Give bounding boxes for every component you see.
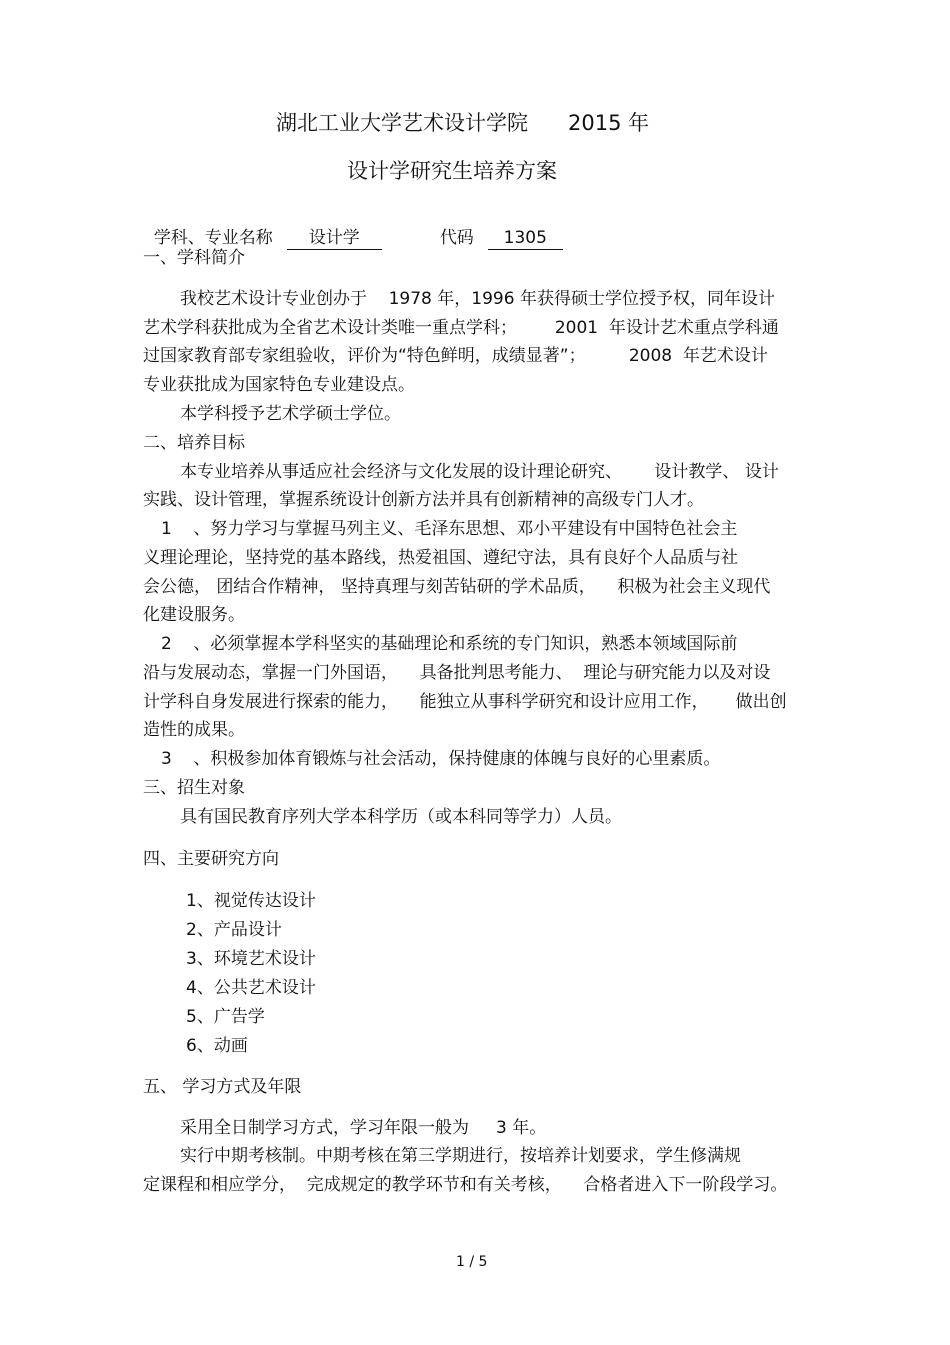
code-value: 1305 — [488, 227, 563, 250]
list-item: 5、广告学 — [186, 1007, 265, 1027]
paragraph-line: 会公德， 团结合作精神， 坚持真理与刻苦钻研的学术品质， 积极为社会主义现代 — [143, 577, 771, 597]
doc-subtitle: 设计学研究生培养方案 — [347, 159, 557, 183]
paragraph-line: 本学科授予艺术学硕士学位。 — [180, 404, 401, 424]
section-heading: 四、主要研究方向 — [143, 849, 279, 869]
name-label: 学科、专业名称 — [153, 228, 273, 248]
section-heading: 二、培养目标 — [143, 433, 245, 453]
section-heading: 五、 学习方式及年限 — [143, 1077, 302, 1097]
list-item: 3、环境艺术设计 — [186, 949, 316, 969]
paragraph-line: 我校艺术设计专业创办于 1978 年，1996 年获得硕士学位授予权，同年设计 — [180, 289, 775, 309]
section-heading: 三、招生对象 — [143, 778, 245, 798]
name-value: 设计学 — [287, 227, 382, 250]
paragraph-line: 化建设服务。 — [143, 605, 245, 625]
list-item: 4、公共艺术设计 — [186, 978, 316, 998]
paragraph-line: 专业获批成为国家特色专业建设点。 — [143, 375, 415, 395]
page-number: 1 / 5 — [456, 1254, 488, 1270]
paragraph-line: 本专业培养从事适应社会经济与文化发展的设计理论研究、 设计教学、 设计 — [180, 462, 779, 482]
paragraph-line: 过国家教育部专家组验收，评价为“特色鲜明，成绩显著”； 2008 年艺术设计 — [143, 346, 768, 366]
paragraph-line: 实践、设计管理，掌握系统设计创新方法并具有创新精神的高级专门人才。 — [143, 490, 704, 510]
list-item: 6、动画 — [186, 1036, 248, 1056]
list-item: 2、产品设计 — [186, 920, 282, 940]
section-heading: 一、学科简介 — [143, 248, 245, 268]
meta-line — [143, 202, 563, 250]
paragraph-line: 采用全日制学习方式，学习年限一般为 3 年。 — [180, 1118, 547, 1138]
list-item: 1 、努力学习与掌握马列主义、毛泽东思想、邓小平建设有中国特色社会主 — [161, 519, 738, 539]
list-item: 3 、积极参加体育锻炼与社会活动，保持健康的体魄与良好的心里素质。 — [161, 749, 721, 769]
paragraph-line: 造性的成果。 — [143, 720, 245, 740]
paragraph-line: 沿与发展动态，掌握一门外国语， 具备批判思考能力、 理论与研究能力以及对设 — [143, 663, 771, 683]
doc-title: 湖北工业大学艺术设计学院 2015 年 — [276, 111, 650, 135]
paragraph-line: 艺术学科获批成为全省艺术设计类唯一重点学科； 2001 年设计艺术重点学科通 — [143, 318, 779, 338]
list-item: 1、视觉传达设计 — [186, 891, 316, 911]
paragraph-line: 义理论理论，坚持党的基本路线，热爱祖国、遵纪守法，具有良好个人品质与社 — [143, 548, 738, 568]
paragraph-line: 计学科自身发展进行探索的能力， 能独立从事科学研究和设计应用工作， 做出创 — [143, 692, 787, 712]
paragraph-line: 实行中期考核制。中期考核在第三学期进行，按培养计划要求，学生修满规 — [180, 1146, 741, 1166]
list-item: 2 、必须掌握本学科坚实的基础理论和系统的专门知识，熟悉本领域国际前 — [161, 634, 738, 654]
code-label: 代码 — [439, 228, 474, 248]
paragraph-line: 定课程和相应学分， 完成规定的教学环节和有关考核， 合格者进入下一阶段学习。 — [143, 1175, 788, 1195]
paragraph-line: 具有国民教育序列大学本科学历（或本科同等学力）人员。 — [180, 807, 622, 827]
